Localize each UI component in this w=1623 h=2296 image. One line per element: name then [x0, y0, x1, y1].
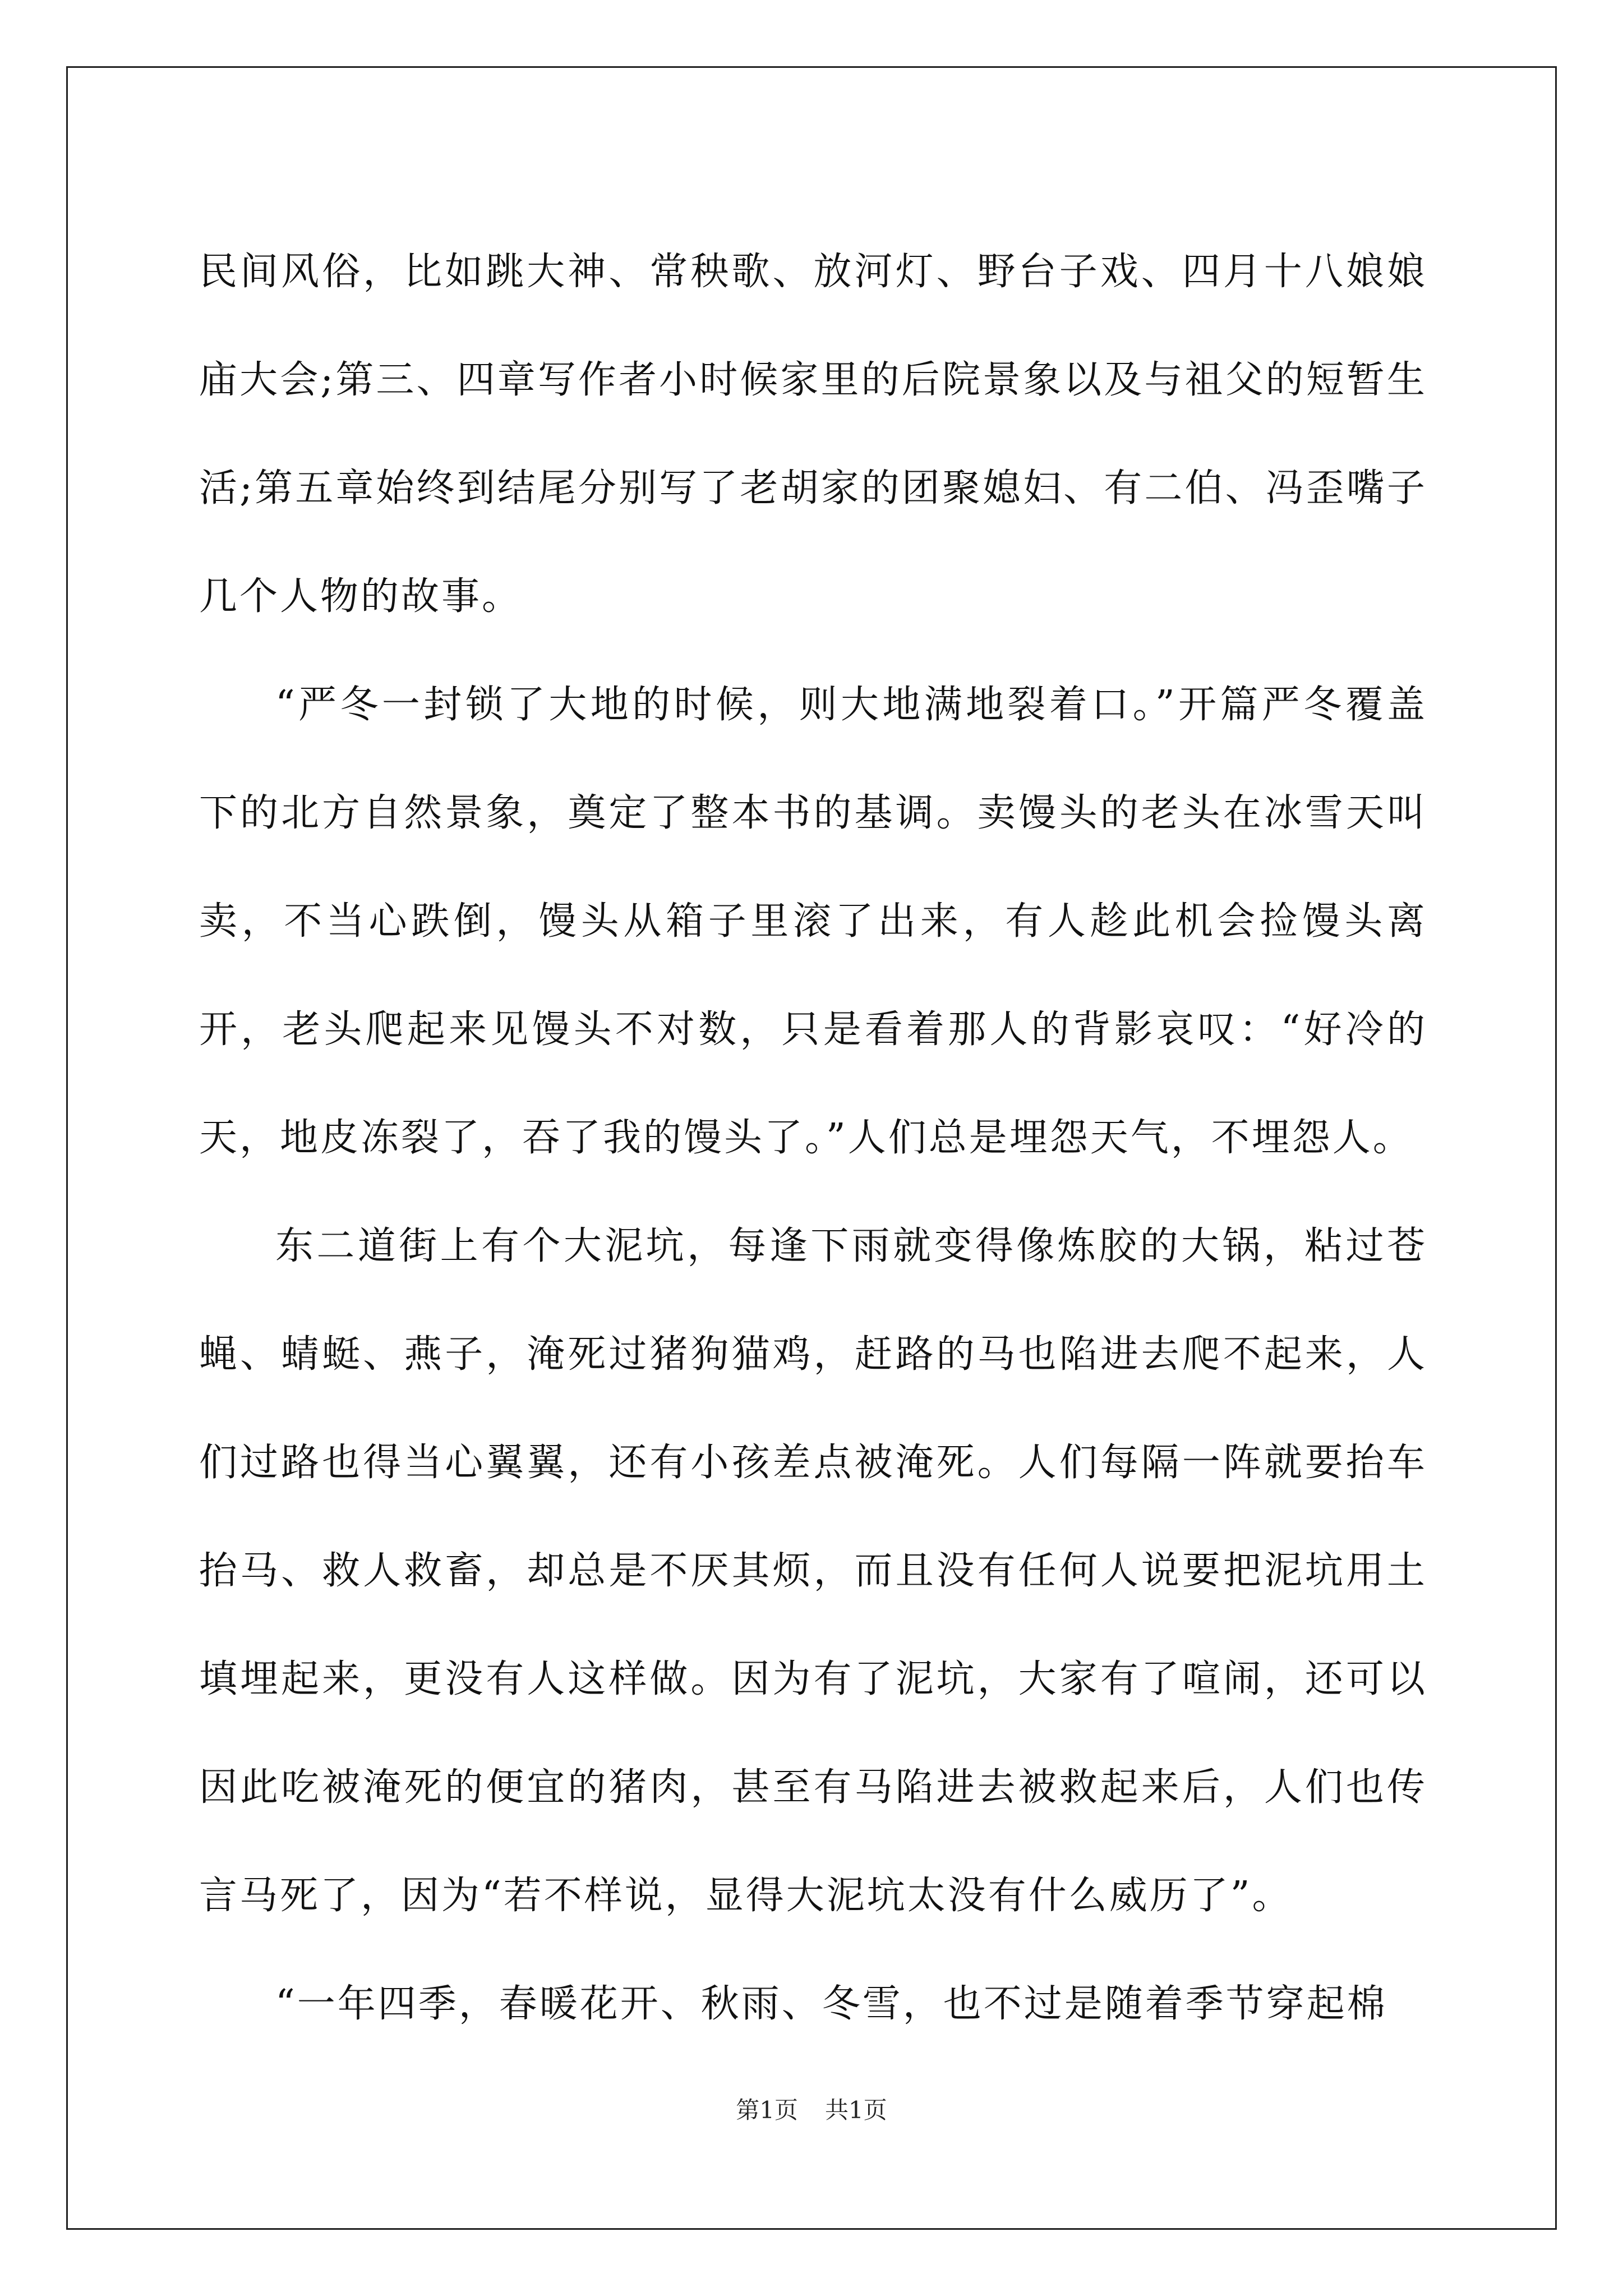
paragraph: 东二道街上有个大泥坑，每逢下雨就变得像炼胶的大锅，粘过苍蝇、蜻蜓、燕子，淹死过猪狗猫鸡，赶路的马也陷进去爬不起来，人们过路也得当心翼翼，还有小孩差点被淹死。人们每隔一阵就要抬车抬马、救人救畜，却总是不厌其烦，而且没有任何人说要把泥坑用土填埋起来，更没有人这样做。因为有了泥坑，大家有了喧闹，还可以因此吃被淹死的便宜的猪肉，甚至有马陷进去被救起来后，人们也传言马死了，因为“若不样说，显得大泥坑太没有什么威历了”。	[199, 1224, 1427, 1918]
page-footer	[0, 2093, 1623, 2127]
paragraph: “严冬一封锁了大地的时候，则大地满地裂着口。”开篇严冬覆盖下的北方自然景象，奠定了整本书的基调。卖馒头的老头在冰雪天叫卖，不当心跌倒，馒头从箱子里滚了出来，有人趁此机会捡馒头离开，老头爬起来见馒头不对数，只是看着那人的背影哀叹：“好冷的天，地皮冻裂了，吞了我的馒头了。”人们总是埋怨天气，不埋怨人。	[199, 683, 1427, 1160]
document-body	[199, 218, 1427, 2058]
page-total: 共1页	[825, 2096, 887, 2124]
paragraph: “一年四季，春暖花开、秋雨、冬雪，也不过是随着季节穿起棉	[275, 1982, 1387, 2026]
page-number: 第1页	[736, 2096, 798, 2124]
paragraph-continued: 民间风俗，比如跳大神、常秧歌、放河灯、野台子戏、四月十八娘娘庙大会;第三、四章写作者小时候家里的后院景象以及与祖父的短暂生活;第五章始终到结尾分别写了老胡家的团聚媳妇、有二伯、冯歪嘴子几个人物的故事。	[199, 250, 1427, 619]
